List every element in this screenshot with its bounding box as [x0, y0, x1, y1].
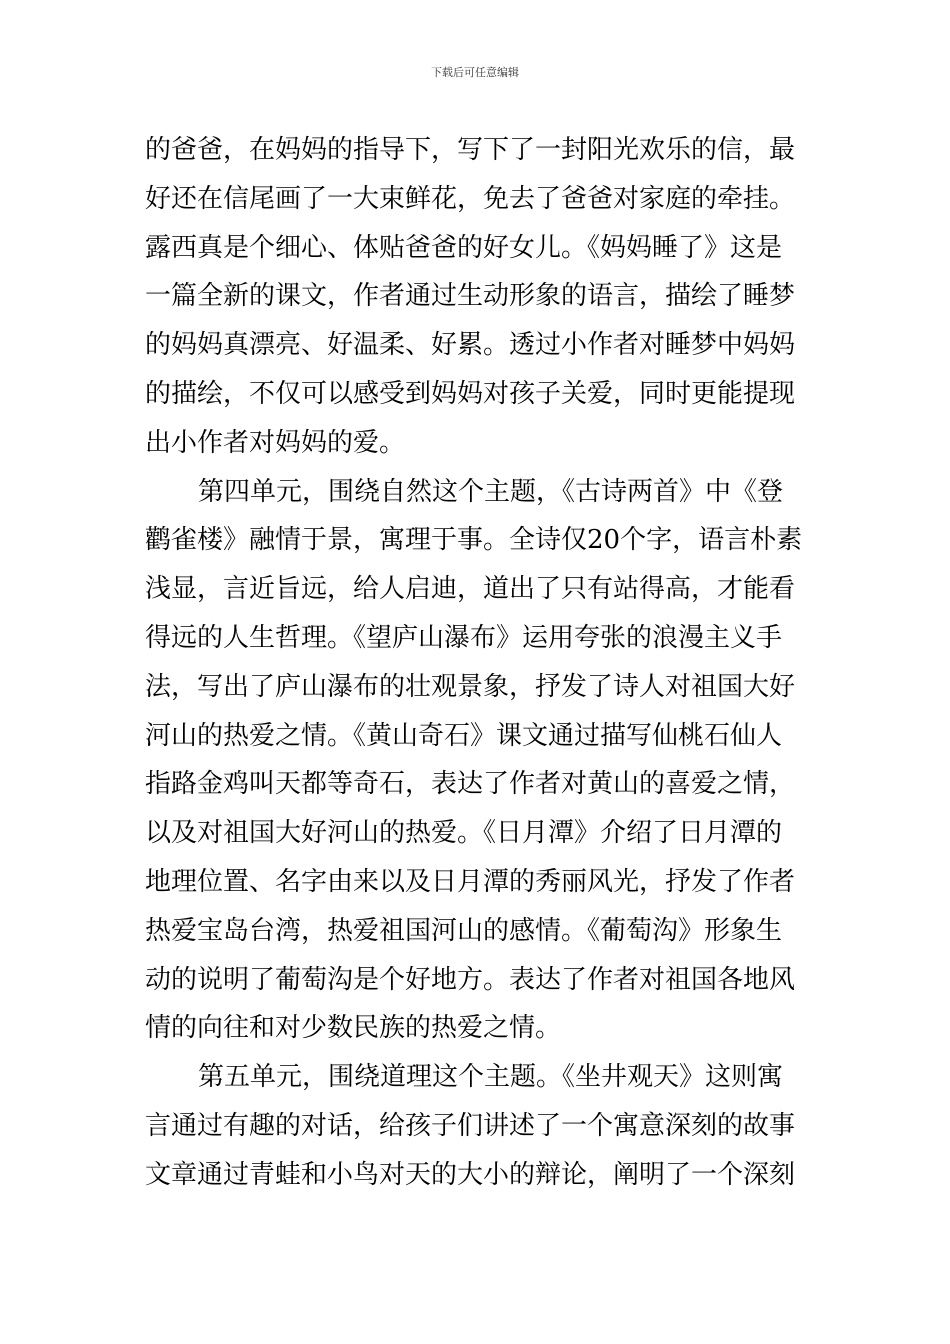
text-line: 好还在信尾画了一大束鲜花，免去了爸爸对家庭的牵挂。	[145, 183, 796, 214]
text-line: 言通过有趣的对话，给孩子们讲述了一个寓意深刻的故事	[145, 1110, 796, 1141]
text-line: 热爱宝岛台湾，热爱祖国河山的感情。《葡萄沟》形象生	[145, 915, 783, 946]
text-line: 的描绘，不仅可以感受到妈妈对孩子关爱，同时更能提现	[145, 378, 796, 409]
text-line: 浅显，言近旨远，给人启迪，道出了只有站得高，才能看	[145, 574, 796, 605]
text-line: 鹳雀楼》融情于景，寓理于事。全诗仅20个字，语言朴素	[145, 525, 803, 556]
paragraph-start-line: 第五单元，围绕道理这个主题。《坐井观天》这则寓	[198, 1062, 784, 1093]
text-line: 露西真是个细心、体贴爸爸的好女儿。《妈妈睡了》这是	[145, 232, 783, 263]
text-line: 指路金鸡叫天都等奇石，表达了作者对黄山的喜爱之情，	[145, 769, 796, 800]
text-line: 地理位置、名字由来以及日月潭的秀丽风光，抒发了作者	[145, 866, 796, 897]
text-line: 一篇全新的课文，作者通过生动形象的语言，描绘了睡梦	[145, 281, 796, 312]
text-line: 法，写出了庐山瀑布的壮观景象，抒发了诗人对祖国大好	[145, 671, 796, 702]
paragraph-start-line: 第四单元，围绕自然这个主题，《古诗两首》中《登	[198, 476, 784, 507]
page-header: 下载后可任意编辑	[431, 66, 519, 79]
text-line: 得远的人生哲理。《望庐山瀑布》运用夸张的浪漫主义手	[145, 622, 783, 653]
text-line: 出小作者对妈妈的爱。	[145, 427, 406, 458]
text-line: 动的说明了葡萄沟是个好地方。表达了作者对祖国各地风	[145, 964, 796, 995]
text-line: 河山的热爱之情。《黄山奇石》课文通过描写仙桃石仙人	[145, 720, 783, 751]
text-line: 文章通过青蛙和小鸟对天的大小的辩论，阐明了一个深刻	[145, 1159, 796, 1190]
text-line: 的爸爸，在妈妈的指导下，写下了一封阳光欢乐的信，最	[145, 135, 796, 165]
text-line: 情的向往和对少数民族的热爱之情。	[145, 1013, 562, 1044]
text-line: 以及对祖国大好河山的热爱。《日月潭》介绍了日月潭的	[145, 818, 783, 849]
text-line: 的妈妈真漂亮、好温柔、好累。透过小作者对睡梦中妈妈	[145, 330, 796, 361]
document-body	[145, 126, 807, 1200]
